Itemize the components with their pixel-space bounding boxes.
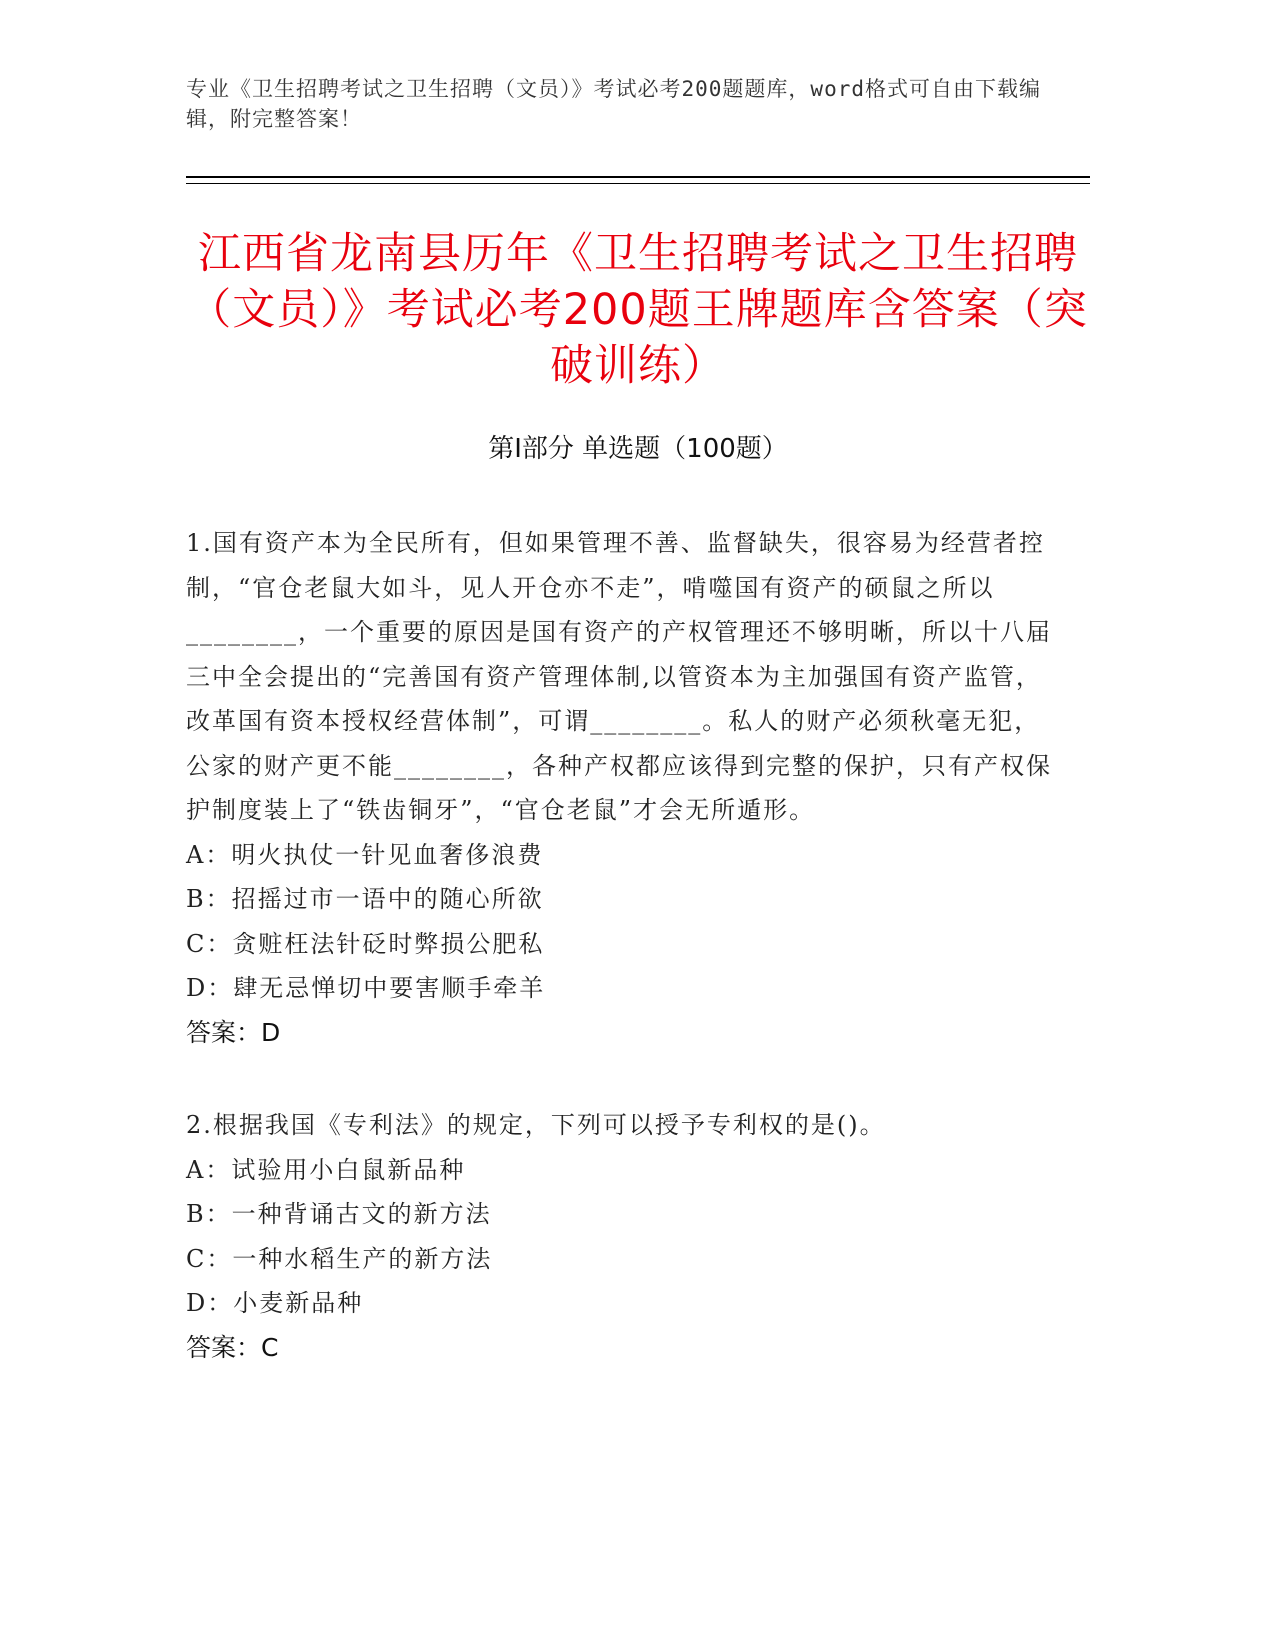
answer: 答案：C [186, 1332, 279, 1362]
header-note: 专业《卫生招聘考试之卫生招聘（文员）》考试必考200题题库，word格式可自由下载编辑，附完整答案！ [186, 77, 1041, 131]
answer: 答案：D [186, 1017, 281, 1047]
option-a: A：试验用小白鼠新品种 [186, 1155, 466, 1184]
question-1 [186, 521, 1066, 1055]
option-d: D：肆无忌惮切中要害顺手牵羊 [186, 974, 546, 1002]
option-c: C：贪赃枉法针砭时弊损公肥私 [186, 929, 545, 958]
question-list [186, 521, 1066, 1418]
question-2 [186, 1103, 1066, 1370]
option-a: A：明火执仗一针见血奢侈浪费 [186, 840, 544, 869]
option-b: B：一种背诵古文的新方法 [186, 1200, 492, 1228]
header-divider-thin [186, 183, 1090, 184]
header-divider-thick [186, 176, 1090, 178]
option-c: C：一种水稻生产的新方法 [186, 1244, 493, 1273]
question-text: 1.国有资产本为全民所有，但如果管理不善、监督缺失，很容易为经营者控制，“官仓老鼠大如斗，见人开仓亦不走”，啃噬国有资产的硕鼠之所以________，一个重要的原因是国有资产的产权管理还不够明晰，所以十八届三中全会提出的“完善国有资产管理体制,以管资本为主加强国有资产监管，改革国有资本授权经营体制”，可谓________。私人的财产必须秋毫无犯，公家的财产更不能________，各种产权都应该得到完整的保护，只有产权保护制度装上了“铁齿铜牙”，“官仓老鼠”才会无所遁形。 [186, 529, 1052, 824]
option-d: D：小麦新品种 [186, 1289, 364, 1317]
section-heading: 第I部分 单选题（100题） [488, 434, 788, 464]
document-title: 江西省龙南县历年《卫生招聘考试之卫生招聘（文员）》考试必考200题王牌题库含答案（突破训练） [188, 229, 1088, 391]
question-text: 2.根据我国《专利法》的规定，下列可以授予专利权的是()。 [186, 1111, 886, 1139]
option-b: B：招摇过市一语中的随心所欲 [186, 885, 544, 913]
